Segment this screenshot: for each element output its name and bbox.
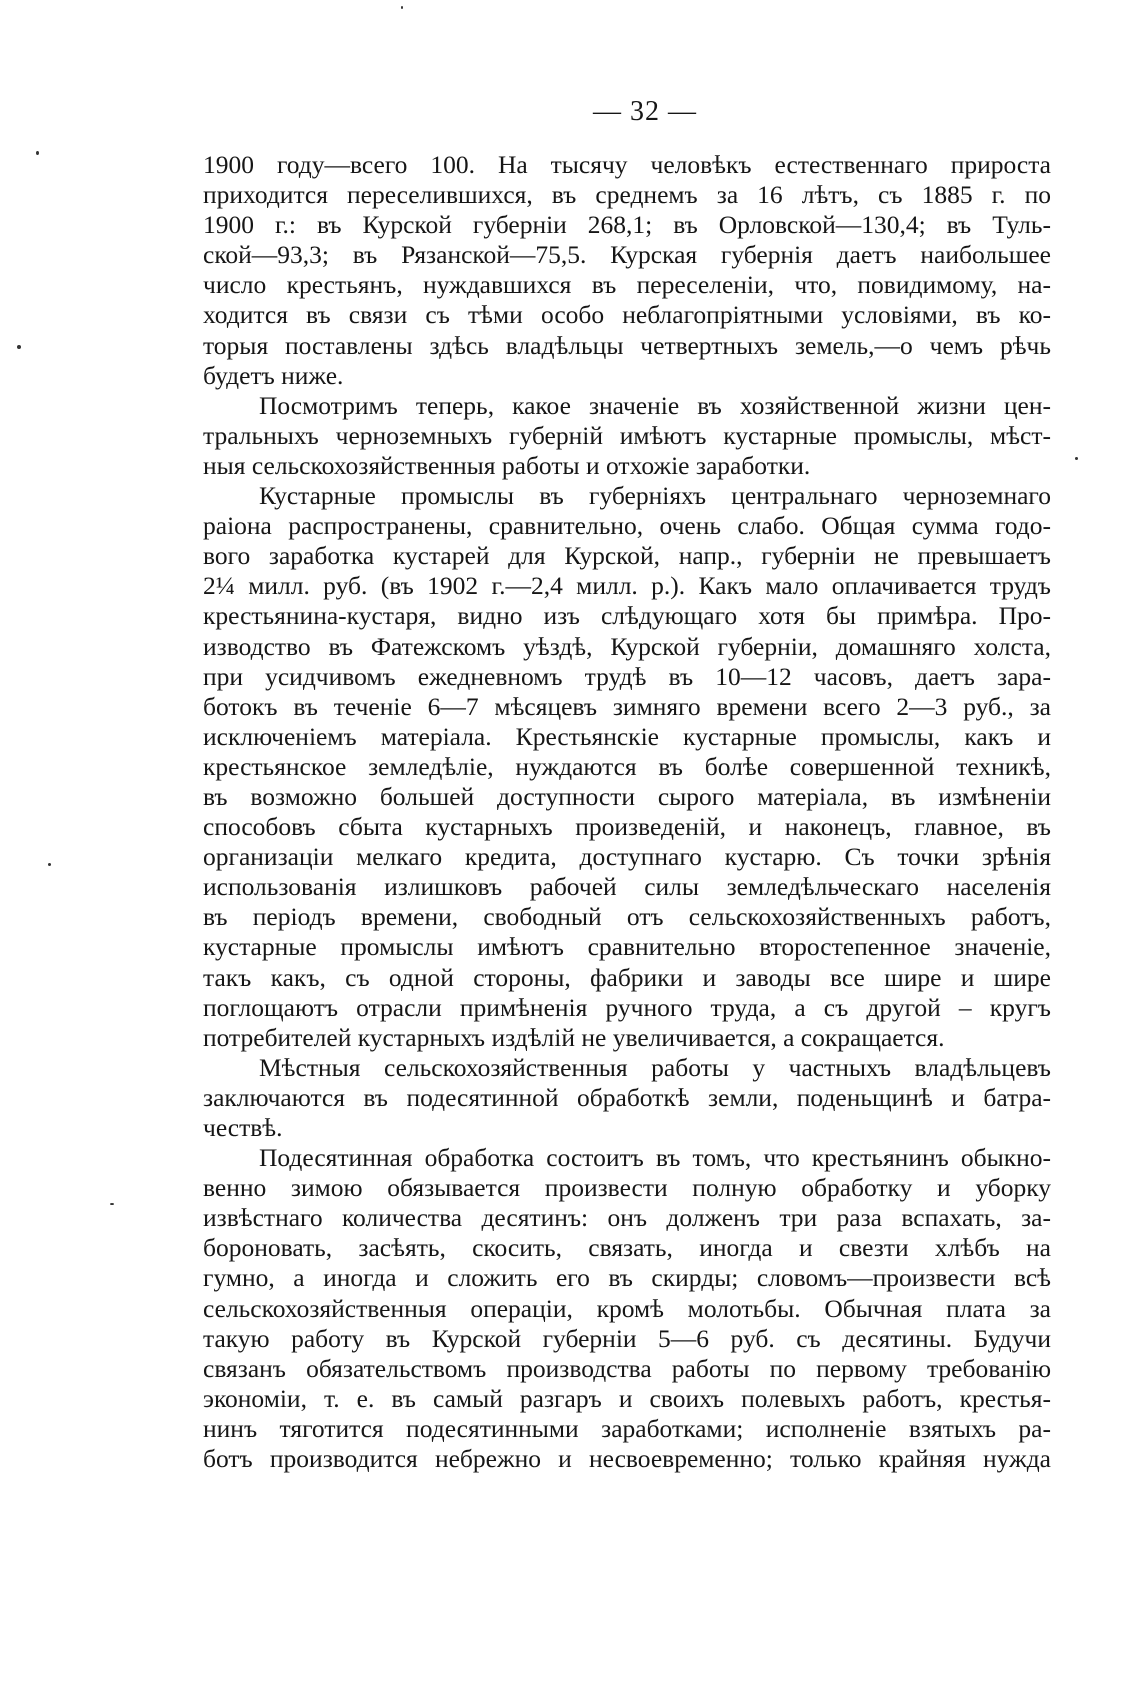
paragraph bbox=[203, 1143, 1051, 1474]
text-line: ской—93,3; въ Рязанской—75,5. Курская губернія даетъ наибольшее bbox=[203, 240, 1051, 270]
text-line: экономіи, т. е. въ самый разгаръ и своихъ полевыхъ работъ, крестья- bbox=[203, 1383, 1051, 1413]
text-line: 1900 г.: въ Курской губерніи 268,1; въ Орловской—130,4; въ Туль- bbox=[203, 210, 1051, 240]
text-line: способовъ сбыта кустарныхъ произведеній, и наконецъ, главное, въ bbox=[203, 812, 1051, 842]
scan-speck bbox=[17, 345, 21, 349]
text-line: 2¼ милл. руб. (въ 1902 г.—2,4 милл. р.). Какъ мало оплачивается трудъ bbox=[203, 571, 1051, 601]
paragraph bbox=[203, 150, 1051, 391]
page-number: — 32 — bbox=[593, 96, 697, 127]
scan-speck bbox=[110, 1203, 114, 1205]
text-line: 1900 году—всего 100. На тысячу человѣкъ естественнаго прироста bbox=[203, 150, 1051, 179]
text-line: ныя сельскохозяйственныя работы и отхожіе заработки. bbox=[203, 450, 811, 480]
text-line: Кустарные промыслы въ губерніяхъ центральнаго черноземнаго bbox=[259, 481, 1051, 511]
text-line: тральныхъ черноземныхъ губерній имѣютъ кустарные промыслы, мѣст- bbox=[203, 420, 1051, 450]
text-line: Подесятинная обработка состоитъ въ томъ, что крестьянинъ обыкно- bbox=[259, 1143, 1051, 1173]
text-line: кустарные промыслы имѣютъ сравнительно второстепенное значеніе, bbox=[203, 932, 1051, 962]
text-line: ходится въ связи съ тѣми особо неблагопріятными условіями, въ ко- bbox=[203, 300, 1051, 330]
text-line: бороновать, засѣять, скосить, связать, иногда и свезти хлѣбъ на bbox=[203, 1233, 1051, 1263]
text-line: потребителей кустарныхъ издѣлій не увеличивается, а сокращается. bbox=[203, 1022, 945, 1052]
text-line: заключаются въ подесятинной обработкѣ земли, поденьщинѣ и батра- bbox=[203, 1082, 1051, 1112]
body-text bbox=[203, 150, 1051, 1474]
text-line: вого заработка кустарей для Курской, напр., губерніи не превышаетъ bbox=[203, 541, 1051, 571]
text-line: крестьянское земледѣліе, нуждаются въ болѣе совершенной техникѣ, bbox=[203, 751, 1051, 781]
scan-speck bbox=[36, 151, 39, 155]
text-line: чествѣ. bbox=[203, 1113, 283, 1142]
text-line: связанъ обязательствомъ производства работы по первому требованію bbox=[203, 1353, 1051, 1383]
paragraph bbox=[203, 391, 1051, 481]
text-line: приходится переселившихся, въ среднемъ за 16 лѣтъ, съ 1885 г. по bbox=[203, 180, 1051, 210]
text-line: нинъ тяготится подесятинными заработками; исполненіе взятыхъ ра- bbox=[203, 1413, 1051, 1443]
text-line: такую работу въ Курской губерніи 5—6 руб. съ десятины. Будучи bbox=[203, 1323, 1051, 1353]
text-line: при усидчивомъ ежедневномъ трудѣ въ 10—12 часовъ, даетъ зара- bbox=[203, 661, 1051, 691]
text-line: сельскохозяйственныя операціи, кромѣ молотьбы. Обычная плата за bbox=[203, 1293, 1051, 1323]
text-line: торыя поставлены здѣсь владѣльцы четвертныхъ земель,—о чемъ рѣчь bbox=[203, 330, 1051, 360]
text-line: извѣстнаго количества десятинъ: онъ долженъ три раза вспахать, за- bbox=[203, 1203, 1051, 1233]
text-line: Посмотримъ теперь, какое значеніе въ хозяйственной жизни цен- bbox=[259, 390, 1051, 420]
paragraph bbox=[203, 1053, 1051, 1143]
text-line: такъ какъ, съ одной стороны, фабрики и заводы все шире и шире bbox=[203, 962, 1051, 992]
scan-speck bbox=[401, 6, 403, 9]
text-line: Мѣстныя сельскохозяйственныя работы у частныхъ владѣльцевъ bbox=[259, 1052, 1051, 1082]
text-line: будетъ ниже. bbox=[203, 360, 344, 390]
text-line: ботъ производится небрежно и несвоевременно; только крайняя нужда bbox=[203, 1444, 1051, 1474]
text-line: организаціи мелкаго кредита, доступнаго кустарю. Съ точки зрѣнія bbox=[203, 842, 1051, 872]
text-line: использованія излишковъ рабочей силы земледѣльческаго населенія bbox=[203, 872, 1051, 902]
text-line: въ періодъ времени, свободный отъ сельскохозяйственныхъ работъ, bbox=[203, 902, 1051, 932]
text-line: въ возможно большей доступности сырого матеріала, въ измѣненіи bbox=[203, 781, 1051, 811]
text-line: изводство въ Фатежскомъ уѣздѣ, Курской губерніи, домашняго холста, bbox=[203, 631, 1051, 661]
text-line: исключеніемъ матеріала. Крестьянскіе кустарные промыслы, какъ и bbox=[203, 721, 1051, 751]
text-line: раіона распространены, сравнительно, очень слабо. Общая сумма годо- bbox=[203, 511, 1051, 541]
paragraph bbox=[203, 481, 1051, 1053]
scan-speck bbox=[1075, 457, 1078, 460]
text-line: ботокъ въ теченіе 6—7 мѣсяцевъ зимняго времени всего 2—3 руб., за bbox=[203, 691, 1051, 721]
text-line: гумно, а иногда и сложить его въ скирды; словомъ—произвести всѣ bbox=[203, 1263, 1051, 1293]
text-line: поглощаютъ отрасли примѣненія ручного труда, а съ другой – кругъ bbox=[203, 992, 1051, 1022]
text-line: венно зимою обязывается произвести полную обработку и уборку bbox=[203, 1173, 1051, 1203]
scan-speck bbox=[48, 863, 51, 866]
text-line: число крестьянъ, нуждавшихся въ переселеніи, что, повидимому, на- bbox=[203, 270, 1051, 300]
text-line: крестьянина-кустаря, видно изъ слѣдующаго хотя бы примѣра. Про- bbox=[203, 601, 1051, 631]
